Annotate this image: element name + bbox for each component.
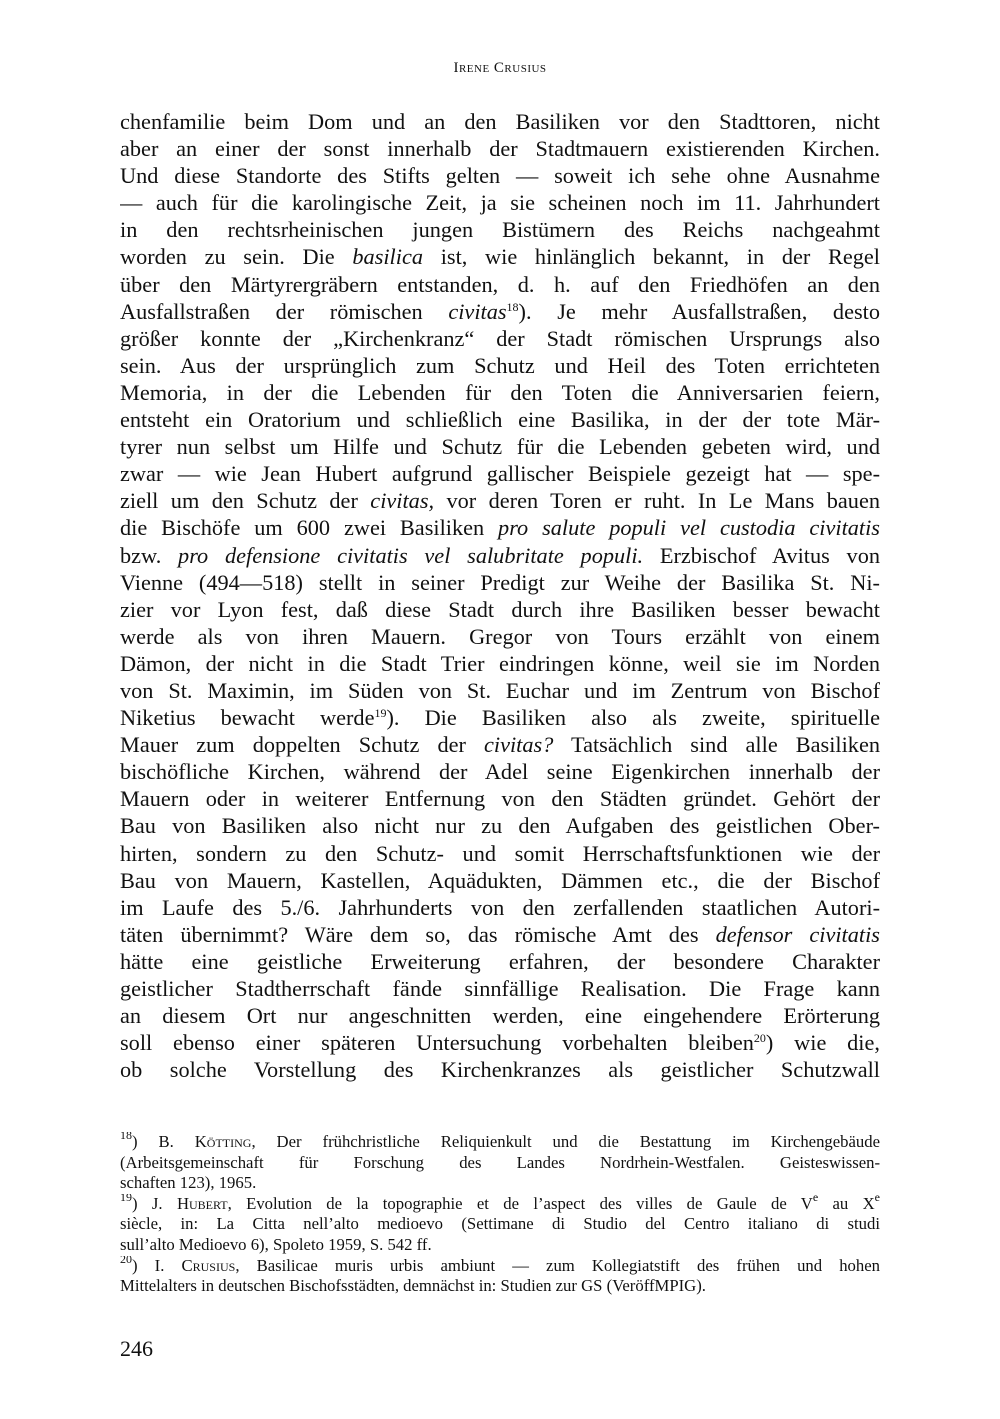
body-line: in den rechtsrheinischen jungen Bistümern des Reichs nachgeahmt: [120, 217, 880, 243]
body-line: Dämon, der nicht in die Stadt Trier eindringen könne, weil sie im Norden: [120, 650, 880, 676]
italic-term: civitas: [448, 298, 507, 324]
footnote-line: $^{20}$) I. Crusius, Basilicae muris urbis ambiunt — zum Kollegiatstift des frühen und hohen: [120, 1256, 880, 1277]
italic-term: basilica: [352, 244, 423, 270]
body-line: aber an einer der sonst innerhalb der Stadtmauern existierenden Kirchen.: [120, 136, 880, 162]
body-line: die Bischöfe um 600 zwei Basiliken pro salute populi vel custodia civitatis: [120, 515, 880, 541]
body-line: geistlicher Stadtherrschaft fände sinnfällige Realisation. Die Frage kann: [120, 976, 880, 1001]
body-line: tyrer nun selbst um Hilfe und Schutz für die Lebenden gebeten wird, und: [120, 434, 880, 460]
body-line: Mauern oder in weiterer Entfernung von den Städten gründet. Gehört der: [120, 786, 880, 812]
footnote-number: 19: [120, 1193, 132, 1204]
author-name: Hubert: [176, 1193, 228, 1213]
body-line: bzw. pro defensione civitatis vel salubritate populi. Erzbischof Avitus von: [120, 542, 880, 568]
footnote-ref: 19: [374, 706, 387, 721]
body-line: bischöfliche Kirchen, während der Adel seine Eigenkirchen innerhalb der: [120, 759, 880, 785]
author-name: Crusius: [181, 1255, 236, 1275]
body-line: an diesem Ort nur angeschnitten werden, eine eingehendere Erörterung: [120, 1003, 880, 1029]
italic-term: civitas,: [370, 488, 435, 514]
body-line: Vienne (494—518) stellt in seiner Predigt zur Weihe der Basilika St. Ni-: [120, 569, 880, 595]
italic-term: civitas?: [484, 732, 554, 758]
body-line: im Laufe des 5./6. Jahrhunderts von den zerfallenden staatlichen Autori-: [120, 894, 880, 920]
footnote-line: $^{18}$) B. Kötting, Der frühchristliche Reliquienkult und die Bestattung im Kirchengebäude: [120, 1132, 880, 1153]
body-line: hätte eine geistliche Erweiterung erfahren, der besondere Charakter: [120, 948, 880, 974]
body-line: von St. Maximin, im Süden von St. Euchar und im Zentrum von Bischof: [120, 677, 880, 703]
body-line: Und diese Standorte des Stifts gelten — soweit ich sehe ohne Ausnahme: [120, 163, 880, 189]
body-line: Ausfallstraßen der römischen civitas$^{18}$). Je mehr Ausfallstraßen, desto: [120, 298, 880, 324]
italic-term: defensor civitatis: [715, 921, 880, 947]
italic-term: pro defensione civitatis vel salubritate populi.: [178, 542, 644, 568]
body-line: sein. Aus der ursprünglich zum Schutz und Heil des Toten errichteten: [120, 352, 880, 378]
body-line: zier vor Lyon fest, daß diese Stadt durch ihre Basiliken besser bewacht: [120, 596, 880, 622]
italic-term: pro salute populi vel custodia civitatis: [498, 515, 880, 541]
body-line: täten übernimmt? Wäre dem so, das römische Amt des defensor civitatis: [120, 921, 880, 947]
body-line: Bau von Basiliken also nicht nur zu den Aufgaben des geistlichen Ober-: [120, 813, 880, 839]
footnote-number: 20: [120, 1255, 132, 1266]
body-line: Bau von Mauern, Kastellen, Aquädukten, Dämmen etc., die der Bischof: [120, 867, 880, 893]
body-line: Niketius bewacht werde$^{19}$). Die Basiliken also als zweite, spirituelle: [120, 705, 880, 731]
body-line: werde als von ihren Mauern. Gregor von Tours erzählt von einem: [120, 623, 880, 649]
body-line: ziell um den Schutz der civitas, vor deren Toren er ruht. In Le Mans bauen: [120, 488, 880, 514]
footnote-line: siècle, in: La Citta nell’alto medioevo (Settimane di Studio del Centro italiano di studi: [120, 1214, 880, 1234]
footnote-line: sull’alto Medioevo 6), Spoleto 1959, S. 542 ff.: [120, 1234, 432, 1254]
body-line: Memoria, in der die Lebenden für den Toten die Anniversarien feiern,: [120, 379, 880, 405]
body-text: [120, 108, 880, 1083]
superscript: e: [812, 1193, 819, 1204]
body-line: soll ebenso einer späteren Untersuchung vorbehalten bleiben$^{20}$) wie die,: [120, 1030, 880, 1056]
body-line: über den Märtyrergräbern entstanden, d. h. auf den Friedhöfen an den: [120, 271, 880, 297]
author-name: Kötting: [194, 1132, 252, 1151]
footnote-ref: 20: [753, 1031, 766, 1046]
body-line: entsteht ein Oratorium und schließlich eine Basilika, in der der tote Mär-: [120, 407, 880, 433]
footnote-number: 18: [120, 1132, 132, 1142]
page-number: 246: [120, 1336, 153, 1361]
body-line: chenfamilie beim Dom und an den Basiliken vor den Stadttoren, nicht: [120, 109, 880, 134]
body-line: größer konnte der „Kirchenkranz“ der Stadt römischen Ursprungs also: [120, 325, 880, 351]
footnotes: [120, 1132, 880, 1297]
body-line: worden zu sein. Die basilica ist, wie hinlänglich bekannt, in der Regel: [120, 244, 880, 270]
body-line: ob solche Vorstellung des Kirchenkranzes als geistlicher Schutzwall: [120, 1057, 880, 1083]
footnote-line: Mittelalters in deutschen Bischofsstädten, demnächst in: Studien zur GS (VeröffMPIG).: [120, 1276, 706, 1296]
footnote-line: $^{19}$) J. Hubert, Evolution de la topographie et de l’aspect des villes de Gaule de Ve au Xe: [120, 1194, 880, 1215]
footnote-line: (Arbeitsgemeinschaft für Forschung des Landes Nordrhein-Westfalen. Geisteswissen-: [120, 1152, 880, 1172]
body-line: Mauer zum doppelten Schutz der civitas? Tatsächlich sind alle Basiliken: [120, 732, 880, 758]
footnote-line: schaften 123), 1965.: [120, 1173, 257, 1193]
running-header: Irene Crusius: [453, 60, 547, 76]
body-line: — auch für die karolingische Zeit, ja sie scheinen noch im 11. Jahrhundert: [120, 190, 880, 216]
superscript: e: [874, 1193, 880, 1204]
footnote-ref: 18: [506, 299, 519, 314]
body-line: hirten, sondern zu den Schutz- und somit Herrschaftsfunktionen wie der: [120, 840, 880, 866]
body-line: zwar — wie Jean Hubert aufgrund gallischer Beispiele gezeigt hat — spe-: [120, 461, 880, 487]
